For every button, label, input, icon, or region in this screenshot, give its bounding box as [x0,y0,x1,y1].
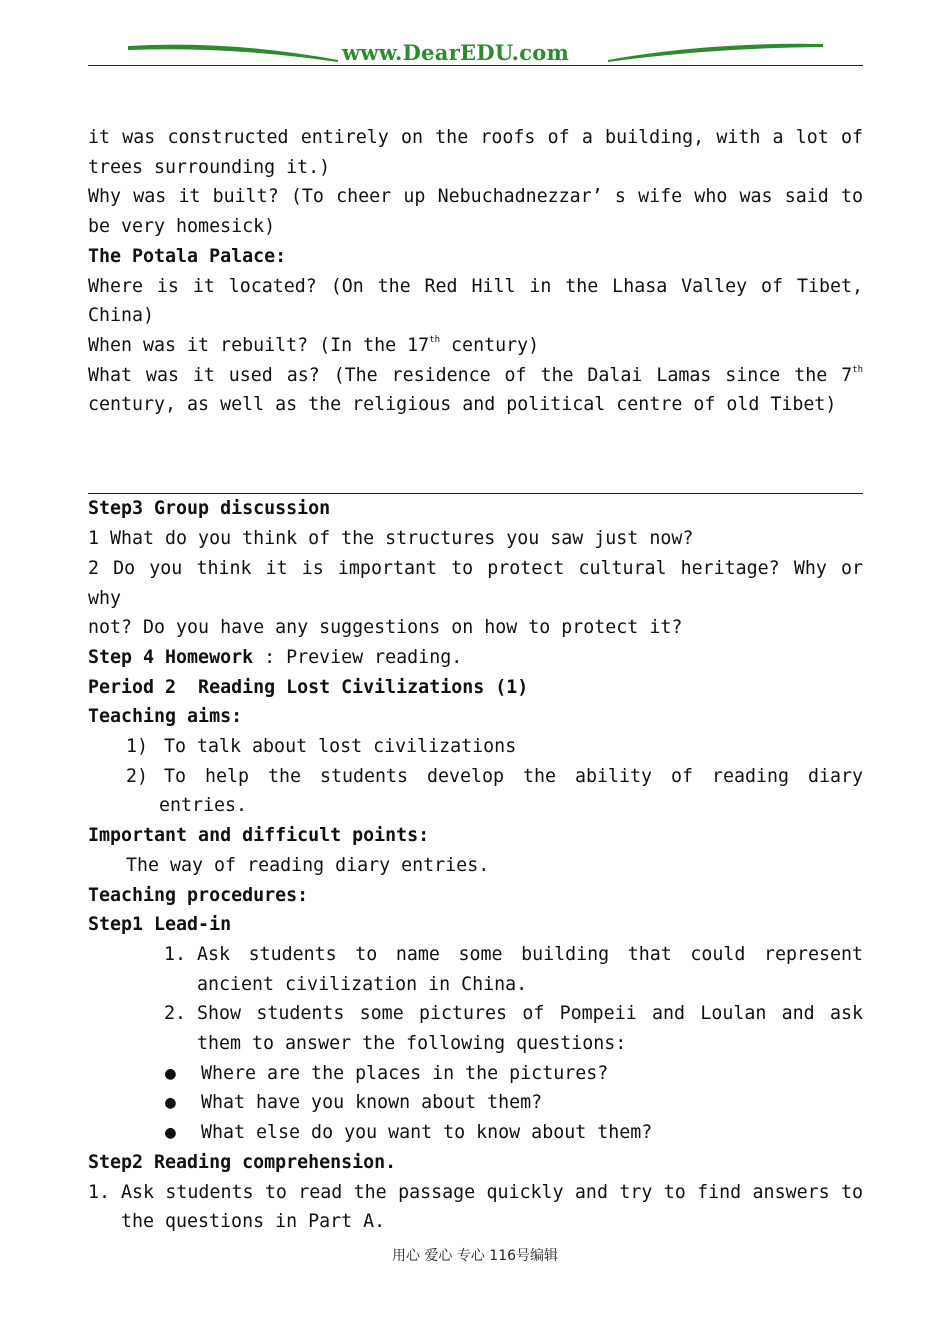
list-item: 2. Show students some pictures of Pompeii and Loulan and ask [164,1003,863,1025]
text-line: ancient civilization in China. [197,973,528,995]
section-heading: Step2 Reading comprehension. [88,1151,397,1173]
bullet-icon: ● [165,1122,176,1144]
page-footer: 用心 爱心 专心 116号编辑 [391,1248,559,1264]
section-heading: Teaching procedures: [88,884,309,906]
text-line: it was constructed entirely on the roofs of a building, with a lot of [88,127,863,148]
text-line: When was it rebuilt? (In the 17th century) [88,334,540,356]
text-line: What was it used as? (The residence of the Dalai Lamas since the 7th [88,364,863,386]
section-heading: Step3 Group discussion [88,498,331,520]
bullet-icon: ● [165,1092,176,1114]
superscript: th [429,334,441,345]
text-line: not? Do you have any suggestions on how to protect it? [88,617,683,639]
bullet-icon: ● [165,1062,176,1084]
text-line: Why was it built? (To cheer up Nebuchadnezzar’ s wife who was said to [88,186,863,208]
list-item: 1. Ask students to read the passage quickly and try to find answers to [88,1181,863,1203]
text-line: Where is it located? (On the Red Hill in the Lhasa Valley of Tibet, [88,275,863,297]
text-line: China) [88,305,155,327]
section-heading: Important and difficult points: [88,825,430,847]
text-line: The way of reading diary entries. [126,854,490,876]
text-line: be very homesick) [88,216,276,238]
text-line: century, as well as the religious and political centre of old Tibet) [88,394,837,416]
text-line: trees surrounding it.) [88,156,331,178]
page-header [88,38,863,68]
text-line: Step 4 Homework : Preview reading. [88,646,463,668]
document-body [88,123,863,1237]
section-heading: Step1 Lead-in [88,914,232,936]
text-line: the questions in Part A. [121,1211,386,1233]
bullet-item: ● What have you known about them? [88,1088,863,1118]
text-line: 1 What do you think of the structures you saw just now? [88,528,694,550]
text-line: them to answer the following questions: [197,1033,627,1055]
bullet-item: ● What else do you want to know about them? [88,1118,863,1148]
list-item: 1) To talk about lost civilizations [126,736,517,758]
period-heading: Period 2 Reading Lost Civilizations (1) [88,676,529,698]
text-line: 2 Do you think it is important to protect cultural heritage? Why or why [88,557,863,609]
section-heading: The Potala Palace: [88,245,287,267]
text-line: entries. [159,795,248,817]
site-logo-text: www.DearEDU.com [342,40,570,65]
superscript: th [852,364,863,375]
list-item: 2) To help the students develop the ability of reading diary [126,765,863,787]
bullet-item: ● Where are the places in the pictures? [88,1059,863,1089]
list-item: 1. Ask students to name some building that could represent [164,943,863,965]
section-heading: Teaching aims: [88,706,243,728]
header-rule [88,65,863,66]
